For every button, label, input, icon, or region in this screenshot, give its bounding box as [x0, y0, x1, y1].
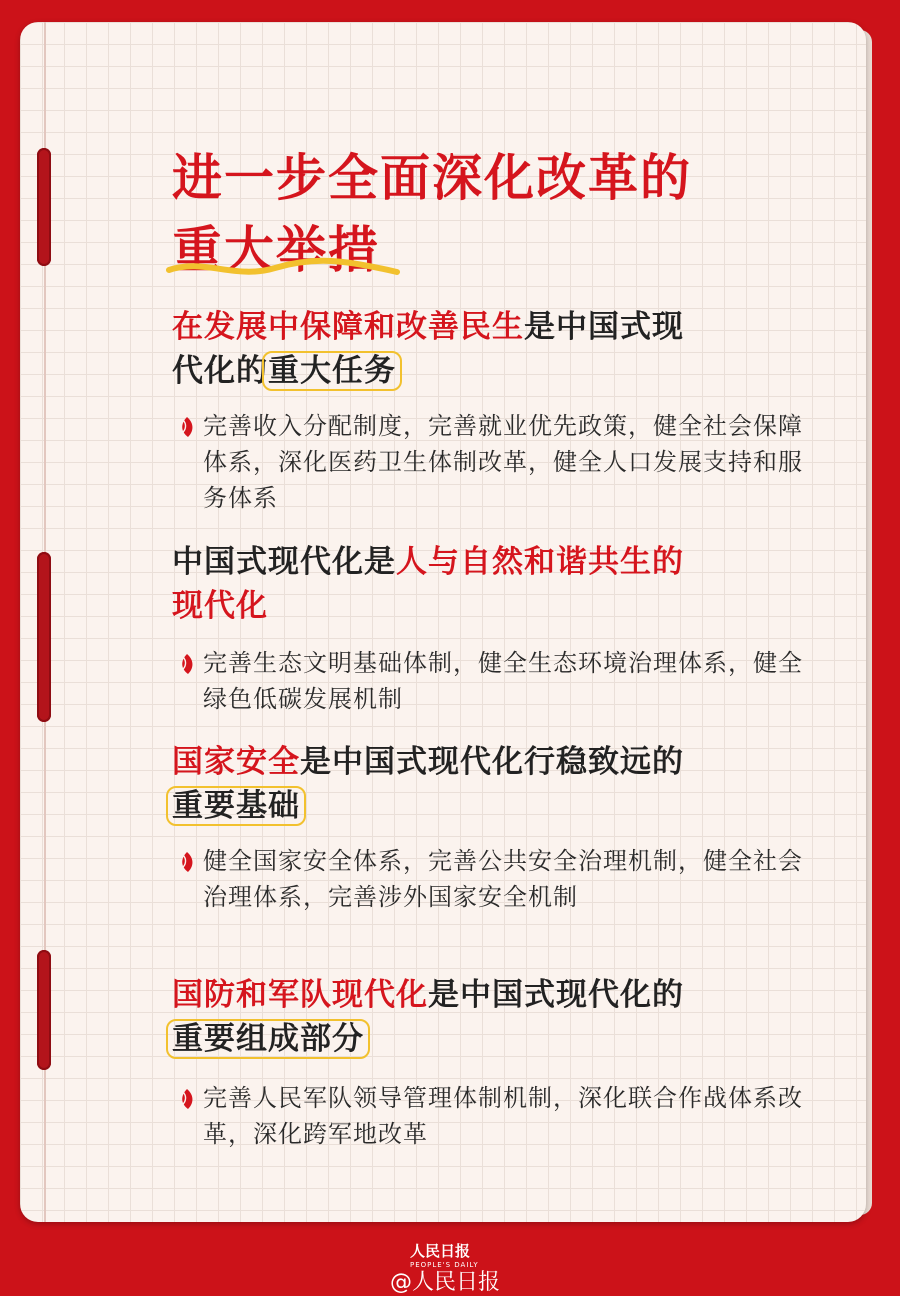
section-1-bullet-text: 完善收入分配制度，完善就业优先政策，健全社会保障体系，深化医药卫生体制改革，健全人口发展支持和服务体系 [203, 412, 803, 512]
section-3-heading [172, 740, 782, 828]
binder-ring-top [37, 148, 51, 266]
section-2-heading-red2: 现代化 [172, 588, 268, 624]
logo-en: PEOPLE'S DAILY [410, 1261, 479, 1269]
binder-ring-bottom [37, 950, 51, 1070]
section-3-bullet-text: 健全国家安全体系，完善公共安全治理机制，健全社会治理体系，完善涉外国家安全机制 [203, 847, 803, 911]
weibo-handle[interactable] [390, 1265, 500, 1296]
section-1-heading-line2: 代化的 [172, 353, 268, 389]
section-1-heading-red: 在发展中保障和改善民生 [172, 309, 524, 345]
title-line-2: 重大举措 [172, 221, 380, 279]
leaf-bullet-icon [178, 851, 196, 873]
weibo-handle-text: @人民日报 [390, 1270, 501, 1295]
section-3-bullet [178, 843, 813, 915]
title-underline-squiggle [165, 256, 405, 282]
section-2-heading [172, 540, 782, 628]
logo-cn: 人民日报 [410, 1242, 471, 1260]
section-4-bullet [178, 1080, 813, 1152]
section-1-heading-mid: 是中国式现 [524, 309, 684, 345]
section-2-bullet-text: 完善生态文明基础体制，健全生态环境治理体系，健全绿色低碳发展机制 [203, 649, 803, 713]
section-3-heading-boxed: 重要基础 [166, 786, 306, 826]
section-4-heading-boxed: 重要组成部分 [166, 1019, 370, 1059]
section-4-bullet-text: 完善人民军队领导管理体制机制，深化联合作战体系改革，深化跨军地改革 [203, 1084, 803, 1148]
section-3-heading-red: 国家安全 [172, 744, 300, 780]
section-1-heading [172, 305, 782, 393]
section-3-heading-mid: 是中国式现代化行稳致远的 [300, 744, 684, 780]
binder-ring-middle [37, 552, 51, 722]
section-1-bullet [178, 408, 813, 516]
title-line-1: 进一步全面深化改革的 [172, 149, 692, 207]
section-2-bullet [178, 645, 813, 717]
section-2-heading-red: 人与自然和谐共生的 [396, 544, 684, 580]
leaf-bullet-icon [178, 653, 196, 675]
section-2-heading-pre: 中国式现代化是 [172, 544, 396, 580]
section-4-heading-mid: 是中国式现代化的 [428, 977, 684, 1013]
leaf-bullet-icon [178, 1088, 196, 1110]
section-1-heading-boxed: 重大任务 [262, 351, 402, 391]
leaf-bullet-icon [178, 416, 196, 438]
section-4-heading [172, 973, 782, 1061]
section-4-heading-red: 国防和军队现代化 [172, 977, 428, 1013]
